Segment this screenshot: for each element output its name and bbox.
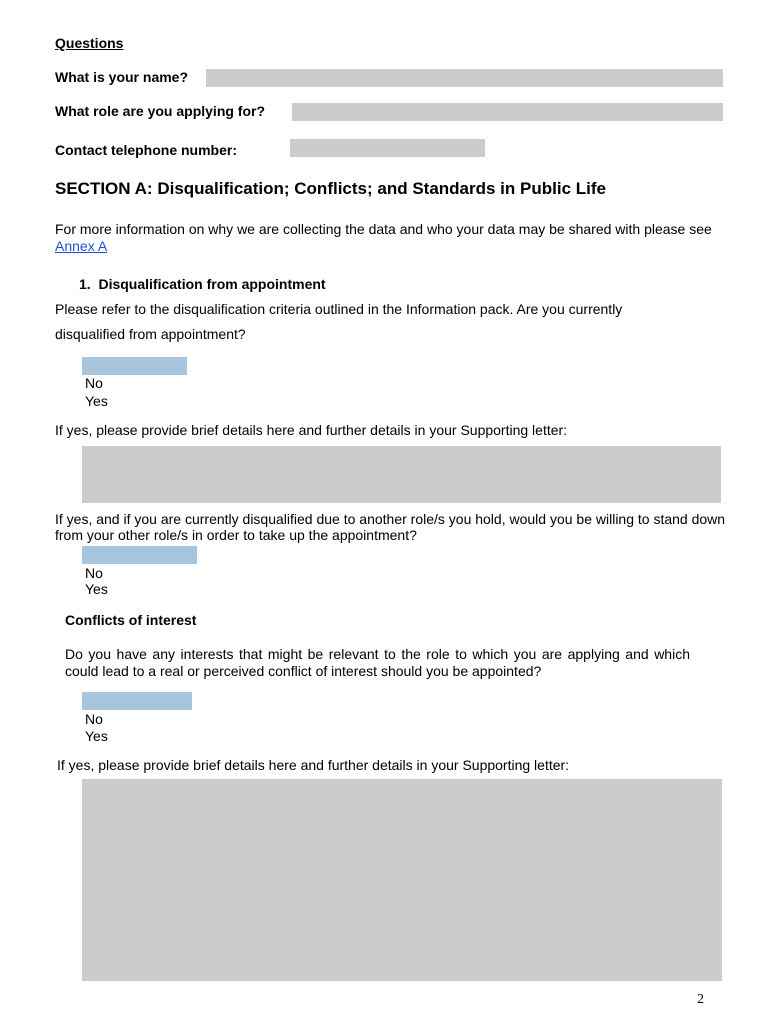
page-number: 2 <box>697 992 704 1007</box>
conflicts-option-yes[interactable]: Yes <box>85 728 108 744</box>
role-input[interactable] <box>292 103 723 121</box>
section-a-info-text: For more information on why we are collecting the data and who your data may be shared with please see <box>55 221 712 237</box>
section-a-info <box>55 221 725 255</box>
disqualification-question-line2: disqualified from appointment? <box>55 326 246 342</box>
conflicts-details-prompt: If yes, please provide brief details here and further details in your Supporting letter: <box>57 757 570 773</box>
name-label: What is your name? <box>55 69 189 85</box>
disqualified-option-yes[interactable]: Yes <box>85 393 108 409</box>
stand-down-select[interactable] <box>82 546 197 564</box>
questions-heading: Questions <box>55 35 124 51</box>
phone-label: Contact telephone number: <box>55 142 238 158</box>
section-a-title: SECTION A: Disqualification; Conflicts; and Standards in Public Life <box>55 179 606 198</box>
disqualification-heading: 1. Disqualification from appointment <box>79 276 326 292</box>
stand-down-option-no[interactable]: No <box>85 565 103 581</box>
conflicts-details-input[interactable] <box>82 779 722 981</box>
conflicts-question: Do you have any interests that might be relevant to the role to which you are applying and which could lead to a real or perceived conflict of interest should you be appointed? <box>65 646 690 679</box>
disqualification-details-prompt: If yes, please provide brief details here and further details in your Supporting letter: <box>55 422 568 438</box>
role-label: What role are you applying for? <box>55 103 266 119</box>
conflicts-select[interactable] <box>82 692 192 710</box>
name-input[interactable] <box>206 69 723 87</box>
disqualification-details-input[interactable] <box>82 446 721 503</box>
disqualified-option-no[interactable]: No <box>85 375 103 391</box>
disqualification-question-line1: Please refer to the disqualification criteria outlined in the Information pack. Are you currently <box>55 301 623 317</box>
disqualified-select[interactable] <box>82 357 187 375</box>
conflicts-heading: Conflicts of interest <box>65 612 197 628</box>
stand-down-question: If yes, and if you are currently disqualified due to another role/s you hold, would you be willing to stand down from your other role/s in order to take up the appointment? <box>55 511 726 543</box>
phone-input[interactable] <box>290 139 485 157</box>
conflicts-option-no[interactable]: No <box>85 711 103 727</box>
annex-a-link[interactable]: Annex A <box>55 238 108 254</box>
stand-down-option-yes[interactable]: Yes <box>85 581 108 597</box>
